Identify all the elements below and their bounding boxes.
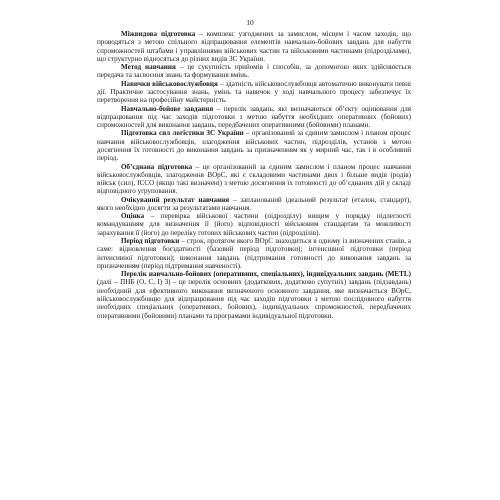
definition: – це сукупність прийомів і способів, за допомогою яких здійснюється передача та засвоєння знань та формування вмінь. [97, 63, 412, 80]
definition: – це організований за єдиним замислом і планом процес навчання військовослужбовців, злагодження ВОрС, які є складовими частинами двох і більше видів (родів) військ (сил), ІССО (якщо такі визначені) з метою досягнення їх готовності до об’єднаних дій у складі відповідного угруповання. [97, 162, 412, 196]
term: Підготовка сил логістики ЗС України [121, 129, 244, 138]
paragraph [97, 237, 411, 270]
definition: – комплекс узгоджених за замислом, місцем і часом заходів, що проводяться з метою спільного відпрацювання елементів навчально-бойових завдань для набуття спроможностей штабами і управліннями військових частин та військовими частинами (підрозділами), що структурно відносяться до різних видів ЗС України. [97, 30, 411, 63]
term: Об’єднана підготовка [121, 162, 193, 171]
definition: – здатність військовослужбовця автоматично виконувати певні дії. Практичне застосування знань, умінь та навичок у ході навчального процесу забезпечує їх перетворення на професійну майстерність. [97, 79, 412, 105]
term: Період підготовки [121, 237, 180, 246]
term: Очікуваний результат навчання [121, 195, 230, 204]
document-body [97, 30, 411, 320]
paragraph [97, 105, 411, 130]
paragraph [97, 163, 411, 196]
definition: – строк, протягом якого ВОрС знаходиться в одному із визначених станів, а саме: відновлення боєздатності (базовий період підготовки); інтенсивної підготовки (період інтенсивної підготовки); виконання завдань (підтримання готовності до виконання завдань за призначенням (період підтримання навченості). [97, 237, 411, 270]
paragraph [97, 270, 411, 320]
paragraph [97, 129, 411, 162]
term: Навички військовослужбовця [121, 79, 218, 88]
page-number: 10 [246, 18, 254, 27]
definition: – перевірка військової частини (підрозділу) вищим у порядку підлеглості командуванням для визначення її (його) відповідності військовим стандартам та можливості зарахування її (його) до переліку готових військових частин (підрозділів). [97, 212, 411, 237]
term: Перелік навчально-бойових (оперативних, спеціальних), індивідуальних завдань (METL) [121, 270, 411, 279]
term: Міжвидова підготовка [121, 30, 196, 38]
term: Навчально-бойове завдання [121, 104, 214, 113]
paragraph [97, 196, 411, 213]
definition: – організований за єдиним замислом і планом процес навчання військовослужбовців, злагодження військових частин, підрозділів, установ з метою досягнення їх готовності до виконання завдань за призначенням як у мирний час, так і в особливий період. [97, 129, 411, 163]
definition: – запланований ідеальний результат (еталон, стандарт), якого необхідно досягти за результатами навчання. [97, 195, 412, 212]
paragraph [97, 212, 411, 237]
paragraph [97, 30, 411, 63]
definition: (далі – ПНБ (О, С, І) З) – це перелік основних (додаткових, додатково супутніх) завдань (підзавдань) необхідний для ефективного виконання визначеного основного завдання, яке визначається ВОрС, військовослужбовцю для відпрацювання під час заходів підготовки з метою послідовного набуття необхідних спеціальних (оперативних, бойових), індивідуальних спроможностей, передбачених оперативними (бойовими) планами та програмами індивідуальної підготовки. [97, 278, 411, 320]
definition: – перелік завдань, які визначаються об’єкту оцінювання для відпрацювання під час заходів підготовки з метою набуття необхідних оперативних (бойових) спроможностей для виконання завдань, передбачених оперативними (бойовими) планами. [97, 104, 412, 130]
term: Оцінка [121, 212, 145, 221]
paragraph [97, 80, 411, 105]
paragraph [97, 63, 411, 80]
term: Метод навчання [121, 63, 176, 72]
